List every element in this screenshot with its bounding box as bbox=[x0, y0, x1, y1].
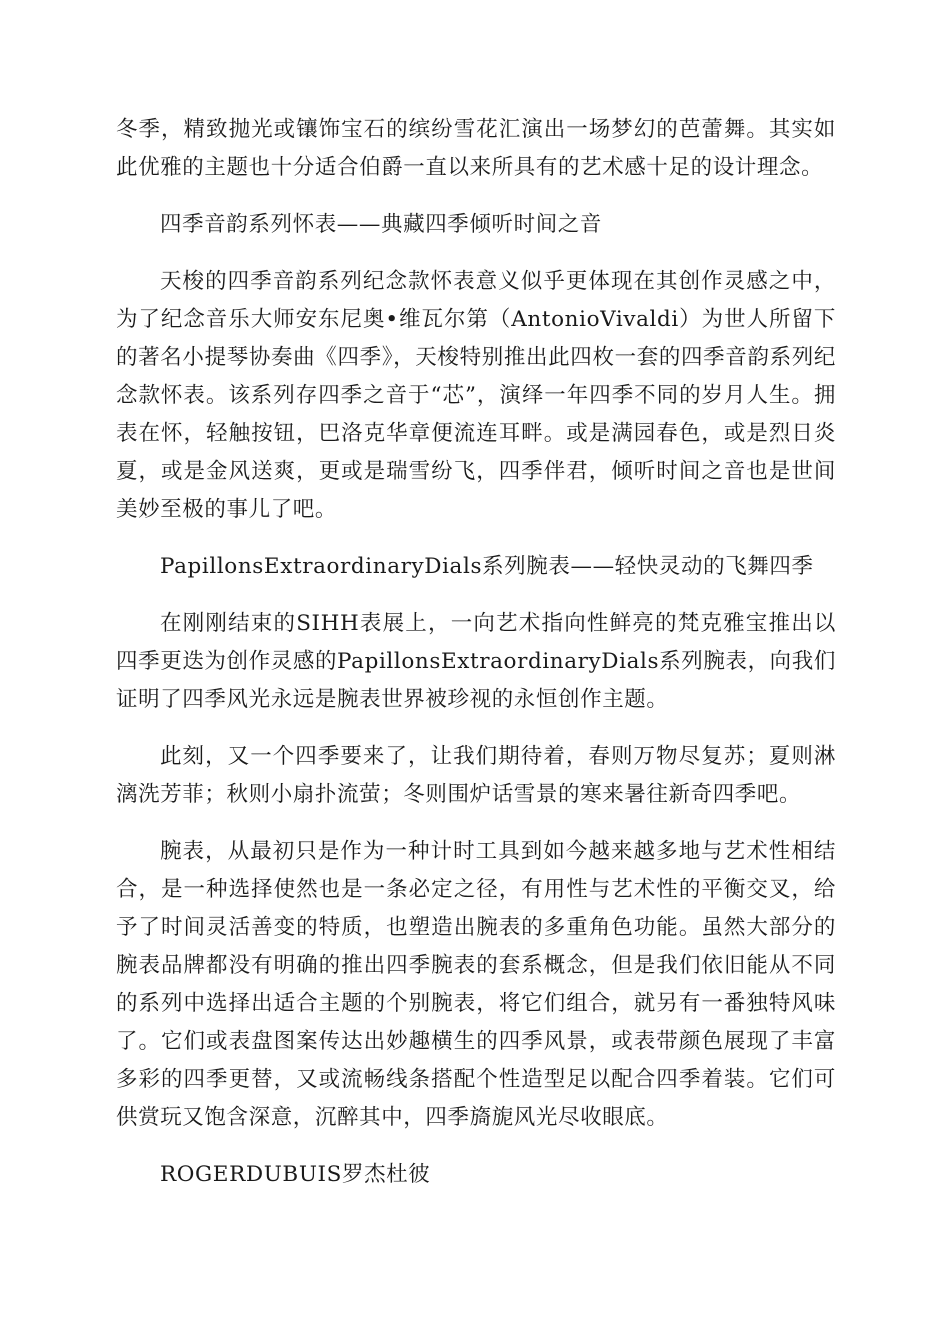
section-heading-papillons: PapillonsExtraordinaryDials系列腕表——轻快灵动的飞舞四季 bbox=[160, 554, 814, 579]
paragraph-papillons: 在刚刚结束的SIHH表展上，一向艺术指向性鲜亮的梵克雅宝推出以四季更迭为创作灵感的PapillonsExtraordinaryDials系列腕表，向我们证明了四季风光永远是腕表世界被珍视的永恒创作主题。 bbox=[116, 611, 836, 712]
document-body bbox=[116, 111, 836, 1213]
section-heading-roger-dubuis: ROGERDUBUIS罗杰杜彼 bbox=[160, 1162, 431, 1187]
paragraph-winter-intro: 冬季，精致抛光或镶饰宝石的缤纷雪花汇演出一场梦幻的芭蕾舞。其实如此优雅的主题也十分适合伯爵一直以来所具有的艺术感十足的设计理念。 bbox=[116, 117, 836, 180]
paragraph-seasons-coming: 此刻，又一个四季要来了，让我们期待着，春则万物尽复苏；夏则淋漓洗芳菲；秋则小扇扑流萤；冬则围炉话雪景的寒来暑往新奇四季吧。 bbox=[116, 744, 836, 807]
paragraph-watch-art: 腕表，从最初只是作为一种计时工具到如今越来越多地与艺术性相结合，是一种选择使然也是一条必定之径，有用性与艺术性的平衡交叉，给予了时间灵活善变的特质，也塑造出腕表的多重角色功能。虽然大部分的腕表品牌都没有明确的推出四季腕表的套系概念，但是我们依旧能从不同的系列中选择出适合主题的个别腕表，将它们组合，就另有一番独特风味了。它们或表盘图案传达出妙趣横生的四季风景，或表带颜色展现了丰富多彩的四季更替，又或流畅线条搭配个性造型足以配合四季着装。它们可供赏玩又饱含深意，沉醉其中，四季旖旎风光尽收眼底。 bbox=[116, 839, 836, 1130]
paragraph-tissot: 天梭的四季音韵系列纪念款怀表意义似乎更体现在其创作灵感之中，为了纪念音乐大师安东尼奥•维瓦尔第（AntonioVivaldi）为世人所留下的著名小提琴协奏曲《四季》，天梭特别推出此四枚一套的四季音韵系列纪念款怀表。该系列存四季之音于“芯”，演绎一年四季不同的岁月人生。拥表在怀，轻触按钮，巴洛克华章便流连耳畔。或是满园春色，或是烈日炎夏，或是金风送爽，更或是瑞雪纷飞，四季伴君，倾听时间之音也是世间美妙至极的事儿了吧。 bbox=[116, 269, 836, 522]
section-heading-tissot: 四季音韵系列怀表——典藏四季倾听时间之音 bbox=[160, 212, 603, 237]
